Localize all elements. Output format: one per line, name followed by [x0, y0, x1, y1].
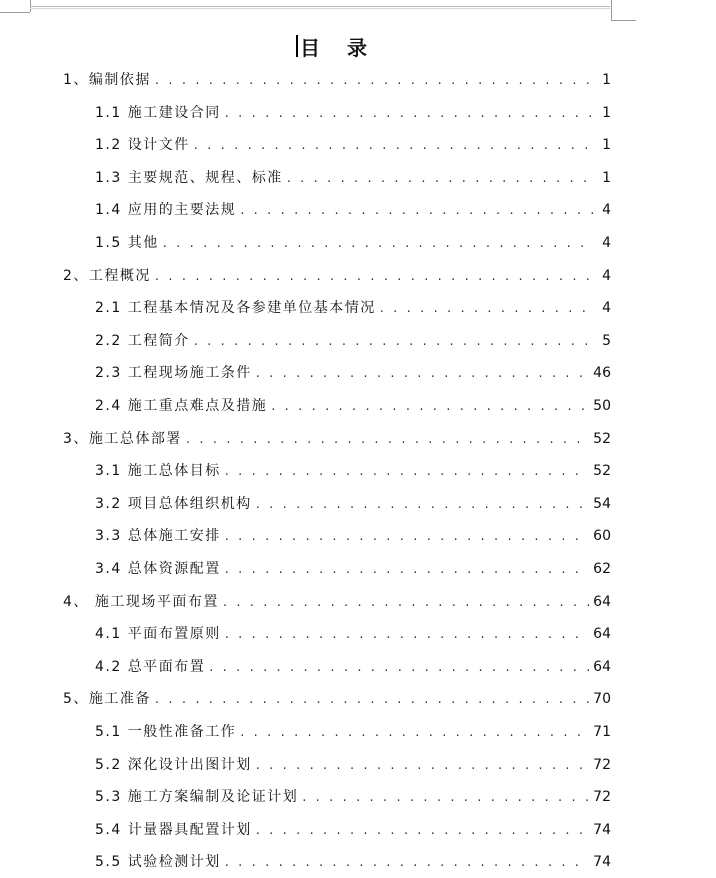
- toc-entry-text[interactable]: 3.2 项目总体组织机构: [95, 496, 252, 512]
- toc-dot-leader: [223, 593, 589, 613]
- toc-entry[interactable]: [95, 820, 611, 840]
- toc-entry-text[interactable]: 2、工程概况: [63, 268, 151, 284]
- toc-dot-leader: [163, 234, 593, 254]
- toc-dot-leader: [240, 201, 593, 221]
- toc-dot-leader: [380, 299, 593, 319]
- toc-entry-text[interactable]: 3.1 施工总体目标: [95, 463, 221, 479]
- toc-entry-text[interactable]: 4.1 平面布置原则: [95, 626, 221, 642]
- toc-entry-page-number[interactable]: 72: [593, 757, 611, 773]
- toc-entry-text[interactable]: 3.3 总体施工安排: [95, 528, 221, 544]
- toc-entry[interactable]: [63, 70, 611, 90]
- toc-dot-leader: [155, 267, 593, 287]
- toc-dot-leader: [302, 788, 589, 808]
- toc-entry-page-number[interactable]: 70: [593, 691, 611, 707]
- toc-entry-text[interactable]: 2.4 施工重点难点及措施: [95, 398, 268, 414]
- toc-entry[interactable]: [95, 787, 611, 807]
- toc-entry-page-number[interactable]: 74: [593, 854, 611, 870]
- toc-entry-page-number[interactable]: 71: [593, 724, 611, 740]
- toc-dot-leader: [225, 104, 593, 124]
- toc-dot-leader: [225, 560, 589, 580]
- toc-entry-page-number[interactable]: 1: [602, 105, 611, 121]
- toc-entry-text[interactable]: 1.2 设计文件: [95, 137, 190, 153]
- toc-title[interactable]: 目 录: [300, 36, 377, 60]
- toc-entry[interactable]: [95, 624, 611, 644]
- toc-entry-text[interactable]: 2.3 工程现场施工条件: [95, 365, 252, 381]
- toc-dot-leader: [256, 756, 589, 776]
- toc-entry[interactable]: [95, 396, 611, 416]
- toc-dot-leader: [194, 136, 593, 156]
- toc-entry-page-number[interactable]: 1: [602, 72, 611, 88]
- toc-dot-leader: [256, 495, 589, 515]
- toc-dot-leader: [209, 658, 589, 678]
- toc-entry[interactable]: [95, 135, 611, 155]
- toc-entry-page-number[interactable]: 5: [602, 333, 611, 349]
- toc-entry-text[interactable]: 1.1 施工建设合同: [95, 105, 221, 121]
- toc-dot-leader: [225, 853, 589, 873]
- toc-entry-page-number[interactable]: 4: [602, 202, 611, 218]
- toc-entry-text[interactable]: 1.4 应用的主要法规: [95, 202, 237, 218]
- toc-entry-page-number[interactable]: 4: [602, 235, 611, 251]
- toc-entry-page-number[interactable]: 64: [593, 659, 611, 675]
- text-cursor: [296, 35, 298, 57]
- toc-entry[interactable]: [63, 689, 611, 709]
- toc-entry-text[interactable]: 5.5 试验检测计划: [95, 854, 221, 870]
- toc-entry[interactable]: [95, 526, 611, 546]
- toc-dot-leader: [256, 364, 589, 384]
- toc-entry-page-number[interactable]: 60: [593, 528, 611, 544]
- toc-entry[interactable]: [63, 266, 611, 286]
- toc-entry-page-number[interactable]: 64: [593, 626, 611, 642]
- toc-dot-leader: [240, 723, 589, 743]
- toc-entry-text[interactable]: 2.1 工程基本情况及各参建单位基本情况: [95, 300, 376, 316]
- page-top-edge-shadow: [30, 8, 610, 9]
- toc-dot-leader: [194, 332, 593, 352]
- toc-entry[interactable]: [95, 233, 611, 253]
- toc-dot-leader: [287, 169, 593, 189]
- toc-entry[interactable]: [95, 559, 611, 579]
- toc-dot-leader: [155, 71, 593, 91]
- toc-entry-text[interactable]: 1.5 其他: [95, 235, 159, 251]
- toc-entry-text[interactable]: 5.1 一般性准备工作: [95, 724, 237, 740]
- toc-entry-page-number[interactable]: 46: [593, 365, 611, 381]
- toc-dot-leader: [155, 690, 589, 710]
- toc-entry[interactable]: [95, 657, 611, 677]
- toc-entry-text[interactable]: 3、施工总体部署: [63, 431, 182, 447]
- toc-entry-text[interactable]: 4、 施工现场平面布置: [63, 594, 219, 610]
- toc-entry[interactable]: [63, 592, 611, 612]
- toc-entry-page-number[interactable]: 50: [593, 398, 611, 414]
- toc-entry-page-number[interactable]: 54: [593, 496, 611, 512]
- toc-entry-page-number[interactable]: 74: [593, 822, 611, 838]
- toc-entry[interactable]: [95, 722, 611, 742]
- toc-entry-page-number[interactable]: 4: [602, 300, 611, 316]
- toc-entry-page-number[interactable]: 1: [602, 170, 611, 186]
- toc-entry-page-number[interactable]: 52: [593, 463, 611, 479]
- toc-entry-page-number[interactable]: 52: [593, 431, 611, 447]
- toc-entry[interactable]: [95, 755, 611, 775]
- toc-entry-page-number[interactable]: 4: [602, 268, 611, 284]
- toc-entry-text[interactable]: 1、编制依据: [63, 72, 151, 88]
- toc-dot-leader: [225, 462, 589, 482]
- crop-mark-top-right-vertical: [611, 0, 612, 20]
- toc-entry-text[interactable]: 5.4 计量器具配置计划: [95, 822, 252, 838]
- toc-entry[interactable]: [95, 168, 611, 188]
- toc-entry-text[interactable]: 4.2 总平面布置: [95, 659, 206, 675]
- toc-entry-text[interactable]: 5.2 深化设计出图计划: [95, 757, 252, 773]
- toc-entry[interactable]: [95, 103, 611, 123]
- toc-entry[interactable]: [95, 852, 611, 872]
- toc-entry-text[interactable]: 1.3 主要规范、规程、标准: [95, 170, 283, 186]
- crop-mark-top-right-horizontal: [611, 20, 636, 21]
- toc-entry-page-number[interactable]: 1: [602, 137, 611, 153]
- toc-entry-text[interactable]: 3.4 总体资源配置: [95, 561, 221, 577]
- toc-entry-text[interactable]: 5.3 施工方案编制及论证计划: [95, 789, 299, 805]
- toc-entry[interactable]: [95, 494, 611, 514]
- crop-mark-top-left-horizontal: [0, 12, 30, 13]
- toc-dot-leader: [256, 821, 589, 841]
- toc-entry[interactable]: [95, 298, 611, 318]
- toc-entry-page-number[interactable]: 64: [593, 594, 611, 610]
- toc-entry-page-number[interactable]: 72: [593, 789, 611, 805]
- toc-dot-leader: [225, 625, 589, 645]
- toc-entry[interactable]: [95, 363, 611, 383]
- toc-dot-leader: [186, 430, 589, 450]
- toc-entry[interactable]: [95, 331, 611, 351]
- toc-entry[interactable]: [95, 200, 611, 220]
- page-top-edge: [30, 6, 610, 7]
- toc-dot-leader: [271, 397, 589, 417]
- toc-entry-page-number[interactable]: 62: [593, 561, 611, 577]
- toc-entry-text[interactable]: 2.2 工程简介: [95, 333, 190, 349]
- toc-dot-leader: [225, 527, 589, 547]
- toc-entry[interactable]: [95, 461, 611, 481]
- toc-entry-text[interactable]: 5、施工准备: [63, 691, 151, 707]
- toc-entry[interactable]: [63, 429, 611, 449]
